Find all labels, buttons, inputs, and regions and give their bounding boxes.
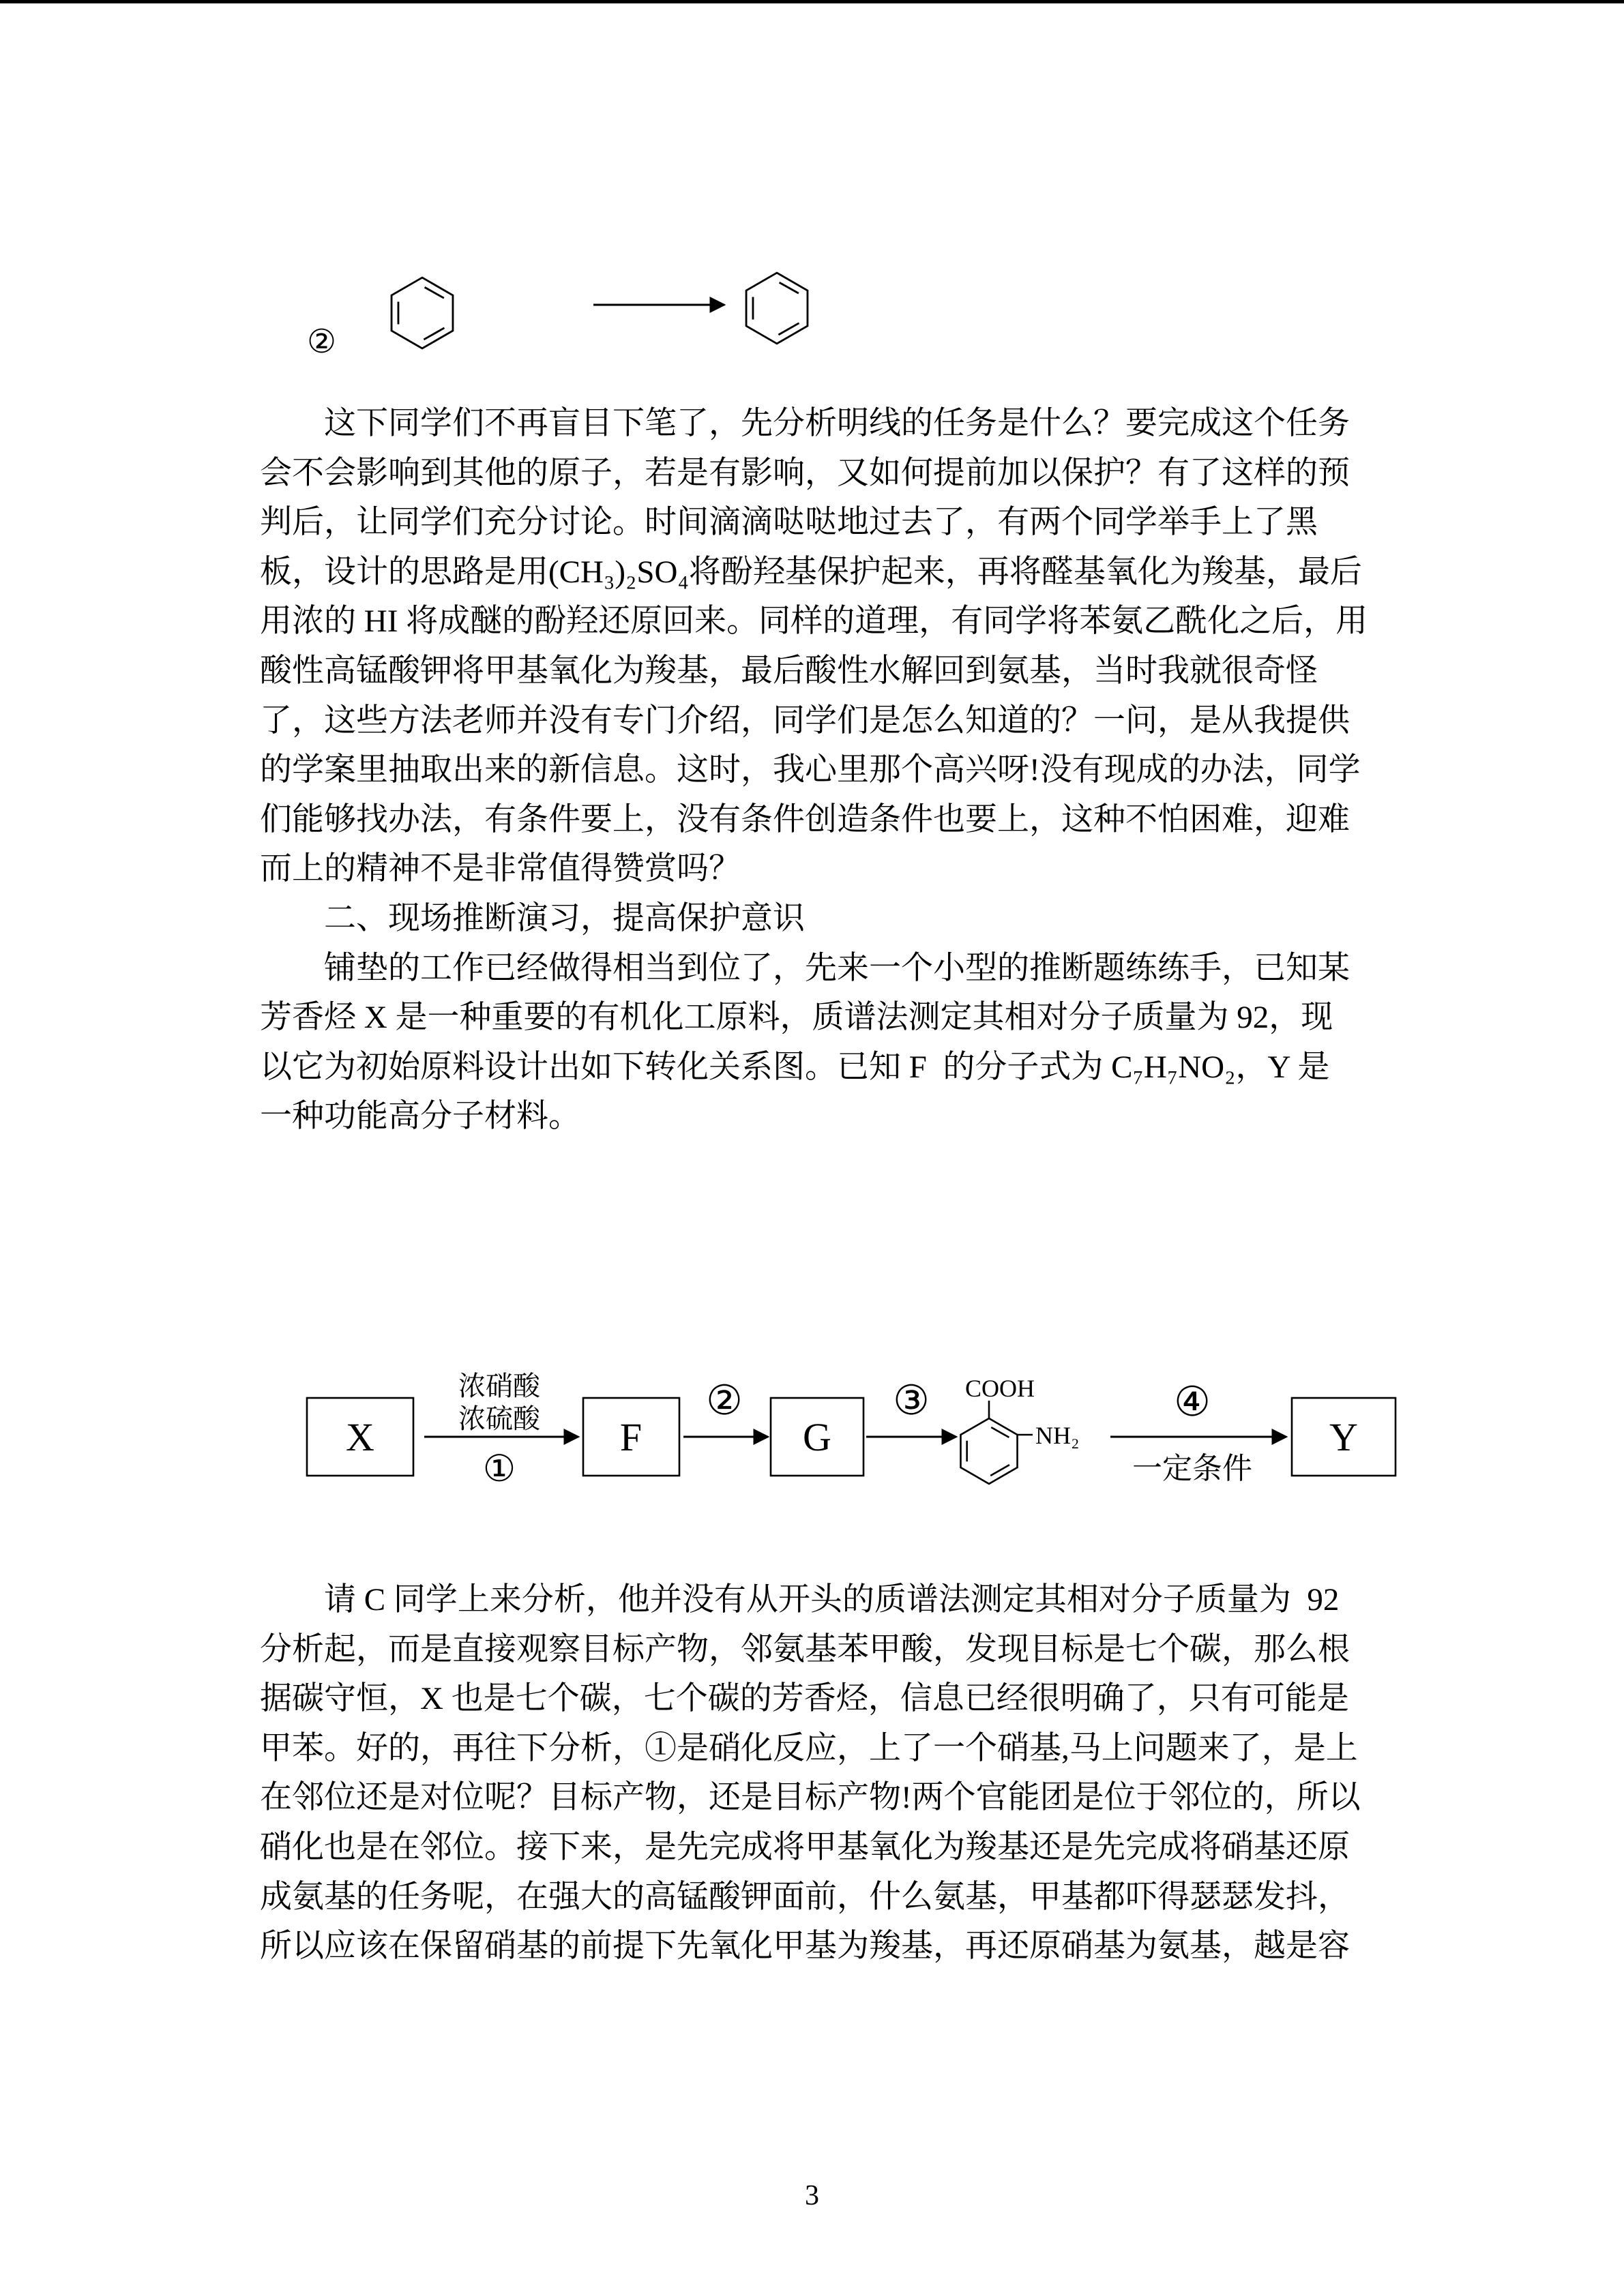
top-border-rule — [0, 0, 1624, 3]
benzene-ring-icon — [392, 278, 453, 348]
text-line: 请 C 同学上来分析，他并没有从开头的质谱法测定其相对分子质量为 92 — [324, 1582, 1340, 1617]
section-heading: 二、现场推断演习，提高保护意识 — [324, 900, 805, 936]
step-4-label: ④ — [1174, 1378, 1211, 1426]
compound-g-label: G — [803, 1415, 831, 1459]
reaction-scheme-svg — [293, 1364, 1412, 1534]
text-line: 了，这些方法老师并没有专门介绍，同学们是怎么知道的？一问，是从我提供 — [260, 702, 1350, 739]
text-block-1 — [260, 399, 1419, 1142]
text-line: 这下同学们不再盲目下笔了，先分析明线的任务是什么？要完成这个任务 — [324, 406, 1350, 441]
text-line: 芳香烃 X 是一种重要的有机化工原料，质谱法测定其相对分子质量为 92，现 — [260, 1000, 1333, 1036]
text-line: 酸性高锰酸钾将甲基氧化为羧基，最后酸性水解回到氨基，当时我就很奇怪 — [260, 653, 1318, 689]
paragraph-2 — [260, 944, 1419, 1142]
text-line: 分析起，而是直接观察目标产物，邻氨基苯甲酸，发现目标是七个碳，那么根 — [260, 1631, 1350, 1667]
paragraph-3 — [260, 1575, 1419, 1971]
text-line: 板，设计的思路是用(CH₃)₂SO₄将酚羟基保护起来，再将醛基氧化为羧基，最后 — [260, 554, 1362, 590]
benzene-ring-icon — [960, 1418, 1017, 1484]
text-line: 一种功能高分子材料。 — [260, 1099, 580, 1135]
nh2-group-label: NH₂ — [1035, 1422, 1080, 1449]
reaction-scheme-figure — [293, 1364, 1412, 1538]
benzene-reaction-svg — [293, 256, 853, 372]
text-block-2 — [260, 1575, 1419, 1971]
benzene-ring-icon — [746, 273, 808, 344]
step-4-condition: 一定条件 — [1132, 1452, 1252, 1485]
text-line: 据碳守恒，X 也是七个碳，七个碳的芳香烃，信息已经很明确了，只有可能是 — [260, 1681, 1349, 1717]
text-line: 们能够找办法，有条件要上，没有条件创造条件也要上，这种不怕困难，迎难 — [260, 801, 1350, 837]
cooh-group-label: COOH — [965, 1375, 1035, 1402]
compound-y-label: Y — [1329, 1415, 1358, 1459]
reagent-sulfuric-acid: 浓硫酸 — [458, 1403, 540, 1434]
text-line: 而上的精神不是非常值得赞赏吗？ — [260, 851, 741, 887]
text-line: 的学案里抽取出来的新信息。这时，我心里那个高兴呀!没有现成的办法，同学 — [260, 752, 1361, 788]
text-line: 会不会影响到其他的原子，若是有影响，又如何提前加以保护？有了这样的预 — [260, 455, 1350, 491]
text-line: 甲苯。好的，再往下分析，①是硝化反应，上了一个硝基,马上问题来了，是上 — [260, 1730, 1358, 1766]
text-line: 铺垫的工作已经做得相当到位了，先来一个小型的推断题练练手，已知某 — [324, 950, 1350, 986]
text-line: 判后，让同学们充分讨论。时间滴滴哒哒地过去了，有两个同学举手上了黑 — [260, 505, 1318, 541]
text-line: 以它为初始原料设计出如下转化关系图。已知 F 的分子式为 C₇H₇NO₂，Y 是 — [260, 1049, 1330, 1085]
list-item-2-label: ② — [307, 323, 337, 361]
step-3-label: ③ — [893, 1377, 930, 1425]
text-line: 所以应该在保留硝基的前提下先氧化甲基为羧基，再还原硝基为氨基，越是容 — [260, 1928, 1350, 1965]
figure-benzene-reaction — [293, 256, 853, 375]
text-line: 在邻位还是对位呢？目标产物，还是目标产物!两个官能团是位于邻位的，所以 — [260, 1780, 1361, 1816]
reagent-nitric-acid: 浓硝酸 — [458, 1371, 540, 1401]
text-line: 用浓的 HI 将成醚的酚羟还原回来。同样的道理，有同学将苯氨乙酰化之后，用 — [260, 603, 1368, 640]
step-2-label: ② — [706, 1377, 743, 1425]
compound-x-label: X — [346, 1415, 374, 1459]
page-number: 3 — [805, 2180, 819, 2211]
text-line: 成氨基的任务呢，在强大的高锰酸钾面前，什么氨基，甲基都吓得瑟瑟发抖， — [260, 1879, 1350, 1915]
step-1-label: ① — [482, 1447, 516, 1490]
compound-f-label: F — [619, 1415, 643, 1459]
text-line: 硝化也是在邻位。接下来，是先完成将甲基氧化为羧基还是先完成将硝基还原 — [260, 1829, 1350, 1865]
paragraph-1 — [260, 399, 1419, 894]
